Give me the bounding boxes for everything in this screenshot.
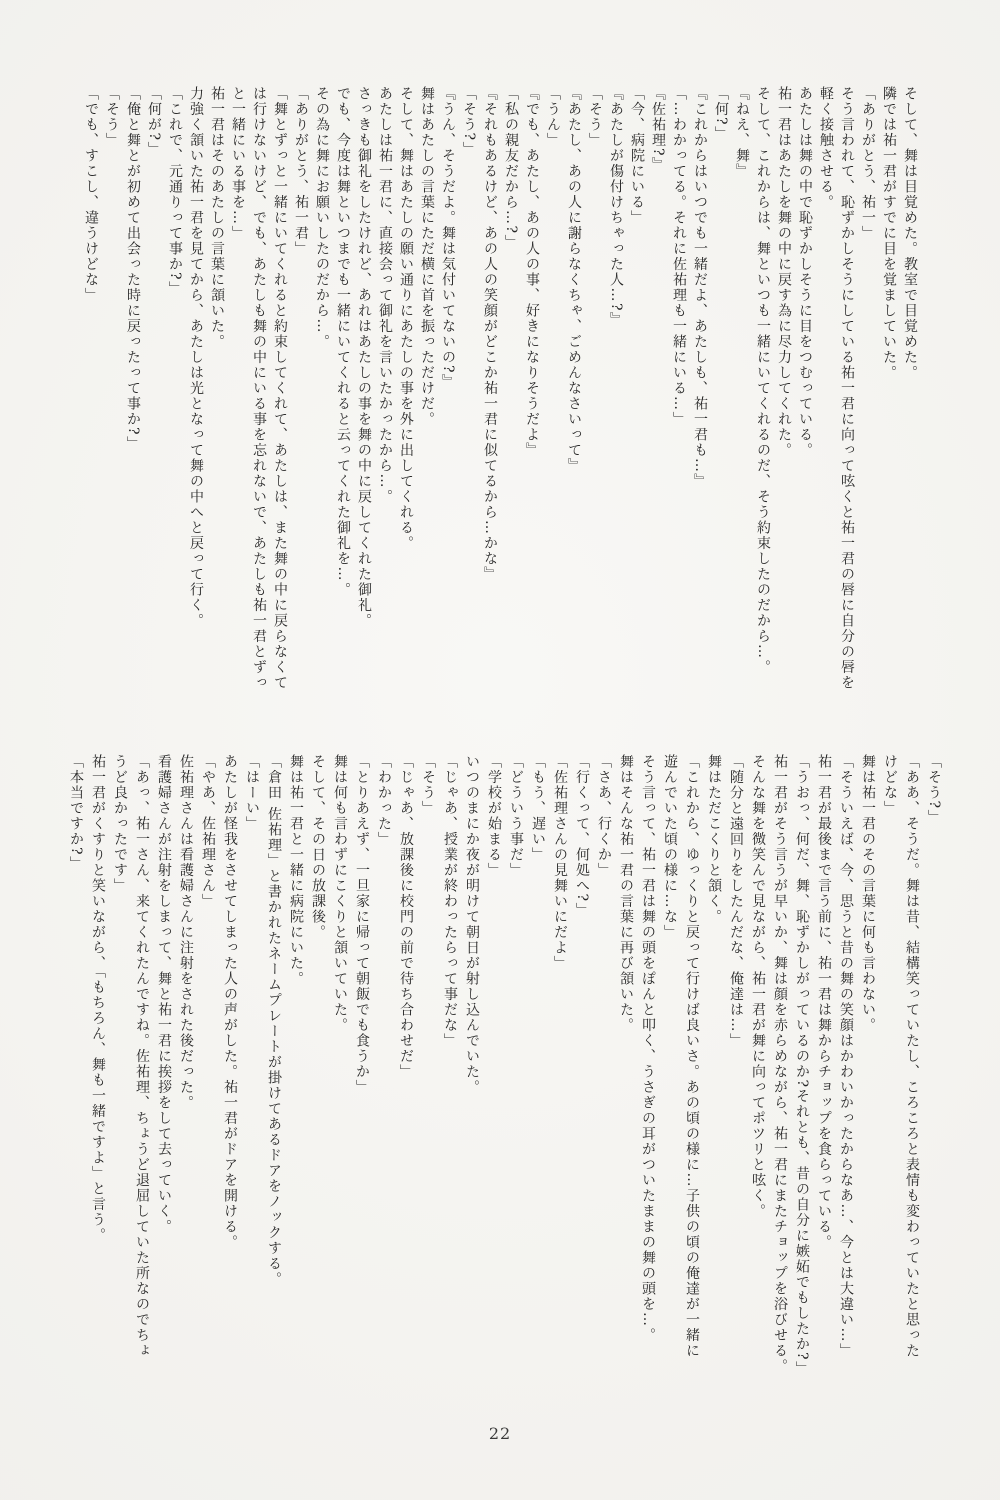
- text-line: 舞はあたしの言葉にただ横に首を振っただけだ。: [419, 86, 435, 427]
- text-line: 『それもあるけど、あの人の笑顔がどこか祐一君に似てるから…かな』: [482, 86, 498, 582]
- text-line: 「何?」: [713, 86, 729, 142]
- text-line: 「そう」: [420, 754, 436, 816]
- text-line: 祐一君がそう言うが早いか、舞は顔を赤らめながら、祐一君にまたチョップを浴びせる。: [772, 754, 788, 1374]
- text-line: 「あっ、祐一さん、来てくれたんですね。佐祐理、ちょうど退屈していた所なのでちょ: [134, 754, 150, 1359]
- text-line: 舞はただこくりと頷く。: [706, 754, 722, 925]
- text-line: そんな舞を微笑んで見ながら、祐一君が舞に向ってポツリと呟く。: [750, 754, 766, 1219]
- text-line: 隣では祐一君がすでに目を覚ましていた。: [881, 86, 897, 381]
- text-line: 「倉田 佐祐理」と書かれたネームプレートが掛けてあるドアをノックする。: [266, 754, 282, 1287]
- text-line: 「行くって、何処へ?」: [574, 754, 590, 919]
- text-line: 「うん」: [545, 86, 561, 148]
- text-line: 祐一君が最後まで言う前に、祐一君は舞からチョップを食らっている。: [816, 754, 832, 1250]
- text-line: 「これで、元通りって事か?」: [167, 86, 183, 297]
- text-line: 「うおっ、何だ、舞、恥ずかしがっているのか?それとも、昔の自分に嫉妬でもしたか?」: [794, 754, 810, 1377]
- text-line: 舞はそんな祐一君の言葉に再び頷いた。: [618, 754, 634, 1033]
- text-line: は行けないけど、でも、あたしも舞の中にいる事を忘れないで、あたしも祐一君とずっ: [251, 86, 267, 691]
- text-line: 「何が?」: [146, 86, 162, 158]
- text-line: 舞は祐一君と一緒に病院にいた。: [288, 754, 304, 987]
- text-line: 舞は祐一君のその言葉に何も言わない。: [860, 754, 876, 1033]
- text-line: 『でも、あたし、あの人の事、好きになりそうだよ』: [524, 86, 540, 458]
- text-line: 軽く接触させる。: [818, 86, 834, 210]
- text-line: 「そういえば、今、思うと昔の舞の笑顔はかわいかったからなあ…、今とは大違い…」: [838, 754, 854, 1359]
- vertical-text-block-bottom: [65, 754, 945, 1416]
- text-line: 「随分と遠回りをしたんだな、俺達は…」: [728, 754, 744, 1049]
- text-line: いつのまにか夜が明けて朝日が射し込んでいた。: [464, 754, 480, 1095]
- text-line: 『あたし、あの人に謝らなくちゃ、ごめんなさいって』: [566, 86, 582, 474]
- text-line: 「そう?」: [461, 86, 477, 158]
- text-line: そして、舞は目覚めた。教室で目覚めた。: [902, 86, 918, 381]
- text-line: さっきも御礼をしたけれど、あれはあたしの事を舞の中に戻してくれた御礼。: [356, 86, 372, 629]
- text-line: けどな」: [882, 754, 898, 816]
- text-line: 「佐祐理さんの見舞いにだよ」: [552, 754, 568, 971]
- text-line: 舞は何も言わずにこくりと頷いていた。: [332, 754, 348, 1033]
- text-line: 「そう」: [587, 86, 603, 148]
- text-line: 「俺と舞とが初めて出会った時に戻ったって事か?」: [125, 86, 141, 452]
- text-line: その為に舞にお願いしたのだから…。: [314, 86, 330, 350]
- text-line: 「舞とずっと一緒にいてくれると約束してくれて、あたしは、また舞の中に戻らなくて: [272, 86, 288, 691]
- vertical-text-block-top: [80, 86, 920, 748]
- text-line: あたしが怪我をさせてしまった人の声がした。祐一君がドアを開ける。: [222, 754, 238, 1250]
- text-line: そして、これからは、舞といつも一緒にいてくれるのだ、そう約束したのだから…。: [755, 86, 771, 675]
- text-line: 「ああ、そうだ。舞は昔、結構笑っていたし、ころころと表情も変わっていたと思った: [904, 754, 920, 1359]
- text-line: と一緒にいる事を…」: [230, 86, 246, 241]
- text-line: 『うん、そうだよ。舞は気付いてないの?』: [440, 86, 456, 390]
- text-line: 「でも、すこし、違うけどな」: [83, 86, 99, 303]
- text-line: 「やあ、佐祐理さん」: [200, 754, 216, 909]
- text-line: 「さあ、行くか」: [596, 754, 612, 878]
- text-line: 「わかった」: [376, 754, 392, 847]
- text-line: 祐一君がくすりと笑いながら、「もちろん、舞も一緒ですよ」と言う。: [90, 754, 106, 1243]
- text-line: でも、今度は舞といつまでも一緒にいてくれると云ってくれた御礼を…。: [335, 86, 351, 598]
- text-line: うど良かったです」: [112, 754, 128, 894]
- text-line: 「ありがとう、祐一君」: [293, 86, 309, 257]
- text-line: 「とりあえず、一旦家に帰って朝飯でも食うか」: [354, 754, 370, 1095]
- text-line: 力強く頷いた祐一君を見てから、あたしは光となって舞の中へと戻って行く。: [188, 86, 204, 629]
- text-line: 「はーい」: [244, 754, 260, 832]
- text-line: 「じゃあ、放課後に校門の前で待ち合わせだ」: [398, 754, 414, 1080]
- text-line: 祐一君はそのあたしの言葉に頷いた。: [209, 86, 225, 350]
- text-line: そして、その日の放課後。: [310, 754, 326, 940]
- text-line: 「じゃあ、授業が終わったらって事だな」: [442, 754, 458, 1049]
- text-line: 「今、病院にいる」: [629, 86, 645, 226]
- page-number: 22: [488, 1424, 512, 1443]
- text-line: 「もう、遅い」: [530, 754, 546, 863]
- text-line: 「…わかってる。それに佐祐理も一緒にいる…」: [671, 86, 687, 427]
- text-line: そう言われて、恥ずかしそうにしている祐一君に向って呟くと祐一君の唇に自分の唇を: [839, 86, 855, 691]
- text-line: あたしは舞の中で恥ずかしそうに目をつむっている。: [797, 86, 813, 458]
- text-line: 「そう?」: [926, 754, 942, 826]
- text-line: 「私の親友だから…?」: [503, 86, 519, 251]
- text-line: そう言って、祐一君は舞の頭をぽんと叩く、うさぎの耳がついたままの舞の頭を…。: [640, 754, 656, 1343]
- text-line: 『これからはいつでも一緒だよ、あたしも、祐一君も…』: [692, 86, 708, 489]
- text-line: 佐祐理さんは看護婦さんに注射をされた後だった。: [178, 754, 194, 1111]
- text-line: 「ありがとう、祐一」: [860, 86, 876, 241]
- text-line: 『佐祐理?』: [650, 86, 666, 173]
- text-line: 「これから、ゆっくりと戻って行けば良いさ。あの頃の様に…子供の頃の俺達が一緒に: [684, 754, 700, 1359]
- text-line: 『あたしが傷付けちゃった人…?』: [608, 86, 624, 328]
- text-line: 「本当ですか?」: [68, 754, 84, 872]
- text-line: 「どういう事だ」: [508, 754, 524, 878]
- text-line: 看護婦さんが注射をしまって、舞と祐一君に挨拶をして去っていく。: [156, 754, 172, 1235]
- text-line: 「学校が始まる」: [486, 754, 502, 878]
- text-line: 「そう」: [104, 86, 120, 148]
- text-line: 祐一君はあたしを舞の中に戻す為に尽力してくれた。: [776, 86, 792, 458]
- text-line: あたしは祐一君に、直接会って御礼を言いたかったから…。: [377, 86, 393, 505]
- text-line: 『ねえ、舞』: [734, 86, 750, 179]
- text-line: 遊んでいた頃の様に…な」: [662, 754, 678, 940]
- text-line: そして、舞はあたしの願い通りにあたしの事を外に出してくれる。: [398, 86, 414, 551]
